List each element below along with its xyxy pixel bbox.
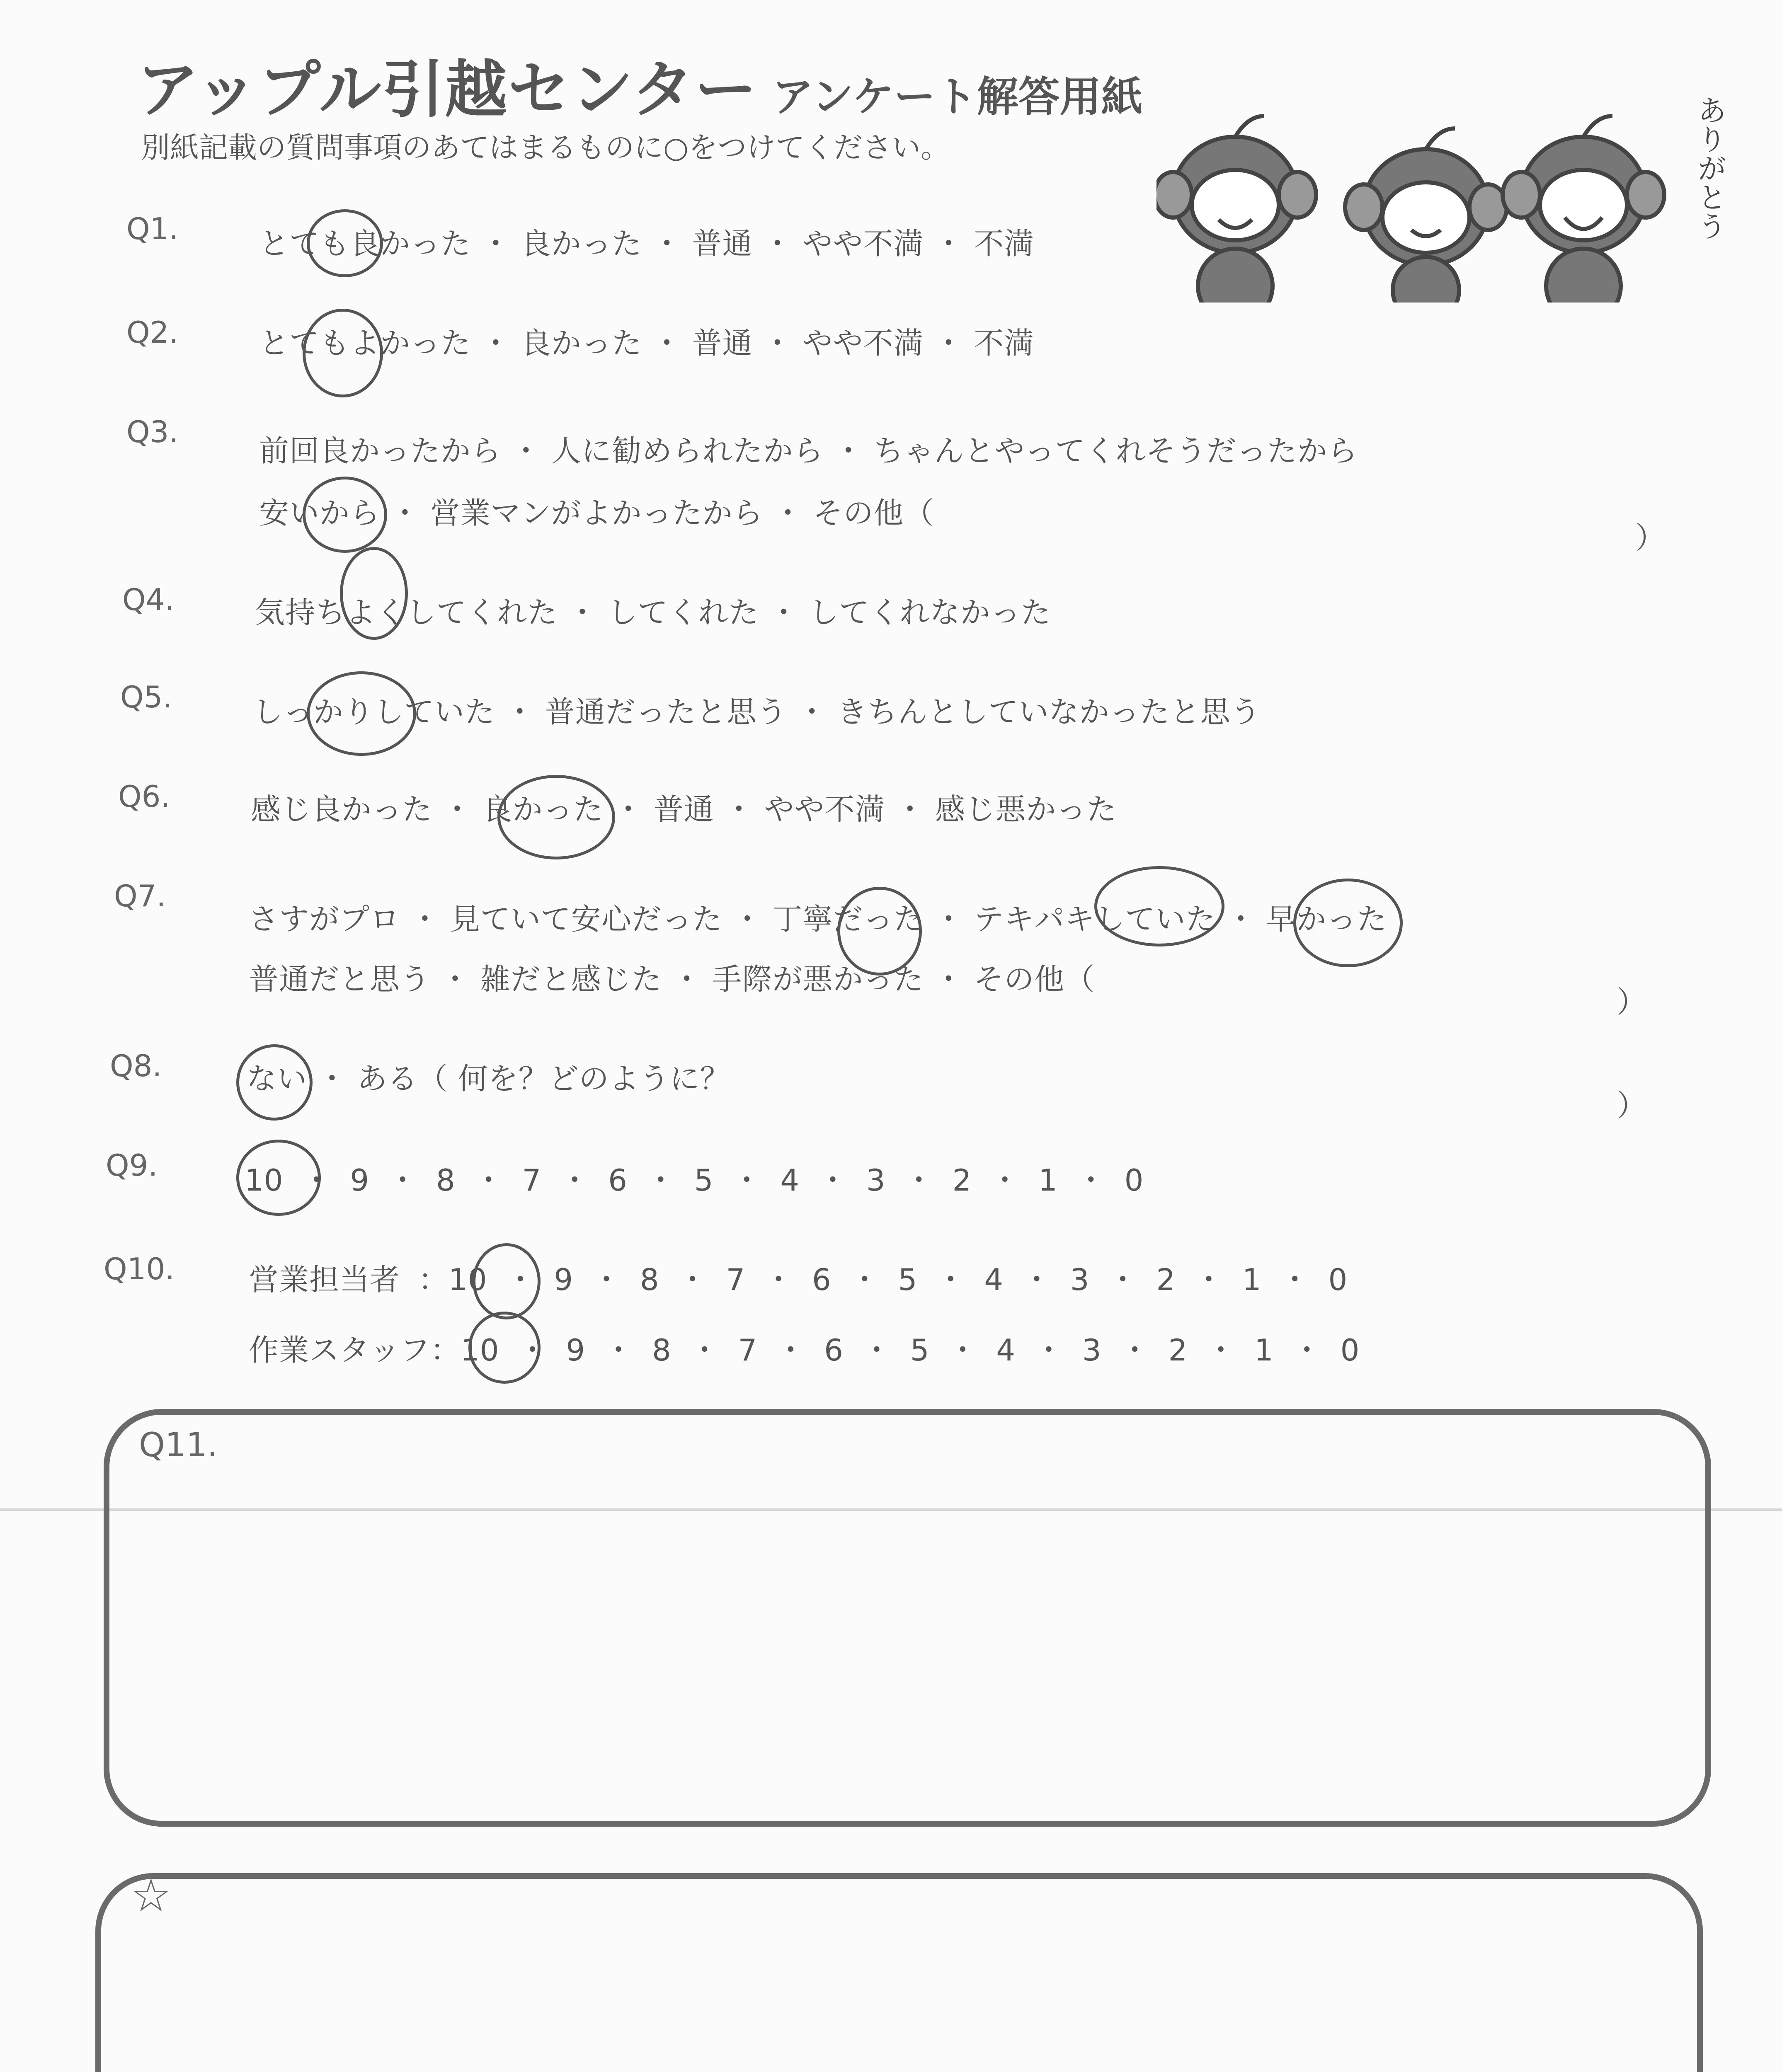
thanks-text: ありがとう [1693, 95, 1727, 240]
answer-circle-q7-quick [1094, 866, 1224, 946]
answer-circle-q10-sales [473, 1243, 541, 1319]
q10-sales-scale: 営業担当者 ：10 ・ 9 ・ 8 ・ 7 ・ 6 ・ 5 ・ 4 ・ 3 ・ 2 ・ 1 ・ 0 [249, 1262, 1348, 1297]
q11-comment-box[interactable] [104, 1409, 1711, 1827]
q6-options: 感じ良かった ・ 良かった ・ 普通 ・ やや不満 ・ 感じ悪かった [251, 792, 1117, 827]
q9-scale: 10 ・ 9 ・ 8 ・ 7 ・ 6 ・ 5 ・ 4 ・ 3 ・ 2 ・ 1 ・ 0 [245, 1163, 1144, 1198]
q2-label: Q2. [126, 315, 179, 350]
q7-label: Q7. [114, 879, 166, 913]
q10-label: Q10. [104, 1251, 175, 1286]
q5-options: しっかりしていた ・ 普通だったと思う ・ きちんとしていなかったと思う [253, 695, 1261, 729]
answer-circle-q7-fast [1293, 879, 1403, 967]
answer-circle-q2 [303, 309, 383, 397]
q6-label: Q6. [118, 779, 170, 814]
q7-options-line1: さすがプロ ・ 見ていて安心だった ・ 丁寧だった ・ テキパキしていた ・ 早かった [249, 902, 1387, 937]
brand-name: アップル引越センター [137, 54, 758, 126]
q8-options: ない ・ ある（ 何を？どのように？ [247, 1061, 730, 1096]
form-header [137, 39, 1143, 129]
q3-label: Q3. [126, 414, 179, 449]
answer-circle-q4 [340, 547, 408, 640]
answer-circle-q5 [307, 671, 416, 756]
q11-label: Q11. [139, 1426, 218, 1464]
answer-circle-q3 [303, 477, 387, 553]
q8-close-paren: ） [1617, 1088, 1647, 1123]
q10-staff-scale: 作業スタッフ：10 ・ 9 ・ 8 ・ 7 ・ 6 ・ 5 ・ 4 ・ 3 ・ 2 ・ 1 ・ 0 [249, 1333, 1360, 1368]
q5-label: Q5. [120, 680, 172, 714]
monkey-mascot-icon [1156, 70, 1737, 303]
answer-circle-q1 [307, 209, 383, 277]
q8-label: Q8. [110, 1048, 162, 1083]
q4-label: Q4. [122, 582, 175, 617]
star-comment-box[interactable] [95, 1873, 1703, 2072]
q1-options: とても良かった ・ 良かった ・ 普通 ・ やや不満 ・ 不満 [259, 226, 1035, 261]
answer-circle-q6 [497, 775, 615, 859]
q3-options-line2: 安いから ・ 営業マンがよかったから ・ その他（ [259, 496, 934, 530]
answer-circle-q7-polite [837, 887, 922, 975]
answer-circle-q8 [236, 1044, 313, 1121]
q4-options: 気持ちよくしてくれた ・ してくれた ・ してくれなかった [255, 595, 1051, 630]
star-icon: ☆ [131, 1869, 172, 1922]
q3-options-line1: 前回良かったから ・ 人に勧められたから ・ ちゃんとやってくれそうだったから [259, 433, 1358, 468]
answer-circle-q9 [236, 1140, 321, 1216]
q9-label: Q9. [106, 1148, 158, 1183]
q3-close-paren: ） [1635, 520, 1666, 555]
q1-label: Q1. [126, 211, 179, 246]
q7-options-line2: 普通だと思う ・ 雑だと感じた ・ 手際が悪かった ・ その他（ [249, 962, 1095, 997]
form-title: アンケート解答用紙 [772, 73, 1143, 121]
answer-circle-q10-staff [468, 1312, 541, 1384]
form-instructions: 別紙記載の質問事項のあてはまるものに○をつけてください。 [141, 131, 950, 165]
q2-options: とてもよかった ・ 良かった ・ 普通 ・ やや不満 ・ 不満 [259, 326, 1035, 361]
q7-close-paren: ） [1617, 985, 1647, 1019]
